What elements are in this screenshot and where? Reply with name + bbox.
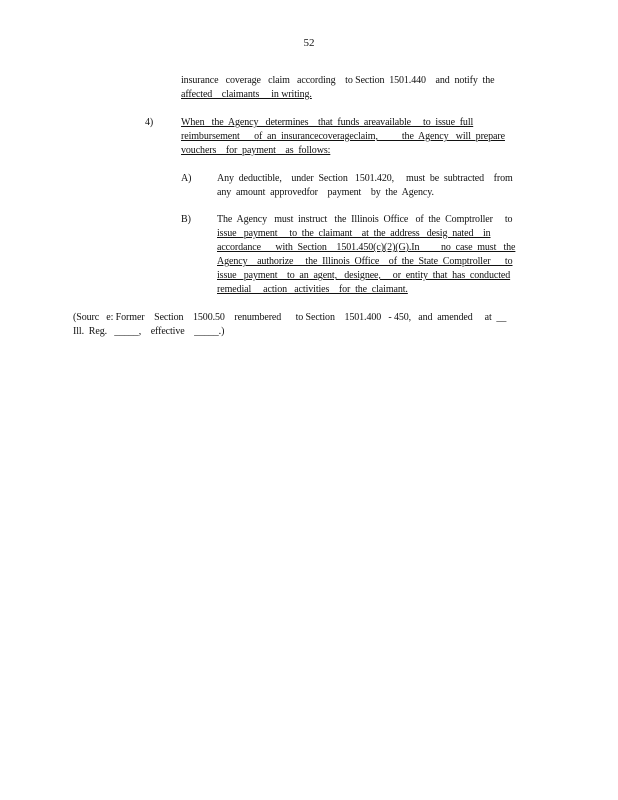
sub-b-line-4: Agency authorize the Illinois Office of the State Comptroller to xyxy=(217,256,513,267)
item-4-line-2: reimbursement of an insurancecoverageclaim, the Agency will prepare xyxy=(181,131,505,142)
sub-b-line-1: The Agency must instruct the Illinois Office of the Comptroller to xyxy=(217,214,513,225)
sub-b-line-5: issue payment to an agent, designee, or entity that has conducted xyxy=(217,270,511,281)
sub-b-line-3: accordance with Section 1501.450(c)(2)(G).In no case must the xyxy=(217,242,516,253)
item-4-line-1: When the Agency determines that funds areavailable to issue full xyxy=(181,117,474,128)
intro-line-1: insurance coverage claim according to Section 1501.440 and notify the xyxy=(181,75,495,86)
sub-a-line-1: Any deductible, under Section 1501.420, must be subtracted from xyxy=(217,173,513,184)
source-note-line-2: Ill. Reg. _____, effective _____.) xyxy=(73,326,225,337)
item-4-line-3: vouchers for payment as follows: xyxy=(181,145,331,156)
source-note-line-1: (Sourc e: Former Section 1500.50 renumbered to Section 1501.400 - 450, and amended at __ xyxy=(73,312,507,323)
sub-b-marker: B) xyxy=(181,214,191,225)
page-number: 52 xyxy=(303,37,315,49)
sub-b-line-2: issue payment to the claimant at the address desig nated in xyxy=(217,228,491,239)
sub-a-line-2: any amount approvedfor payment by the Agency. xyxy=(217,187,434,198)
item-4-marker: 4) xyxy=(145,117,154,128)
sub-b-line-6: remedial action activities for the claimant. xyxy=(217,284,408,295)
intro-line-2: affected claimants in writing. xyxy=(181,89,312,100)
sub-a-marker: A) xyxy=(181,173,192,184)
